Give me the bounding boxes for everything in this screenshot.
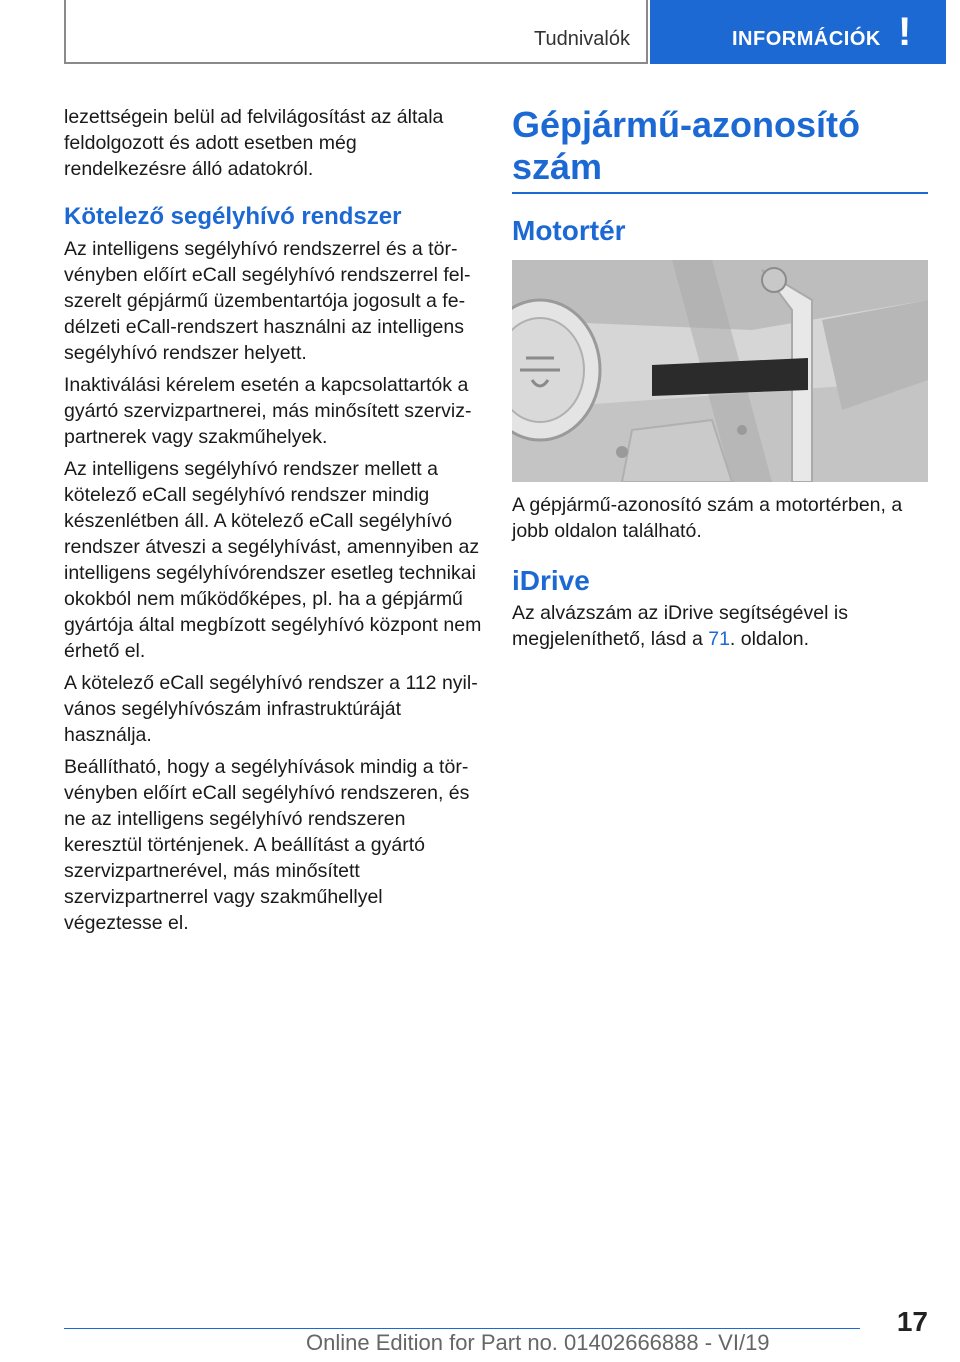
body-paragraph: Az intelligens segélyhívó rendszer mellett a kötelező eCall segélyhívó rendszer mindig készenlétben áll. A kötelező eCall segélyhívó rendszer átveszi a segélyhívást, amennyiben az intelligens segélyhívórendszer esetleg technikai okokból nem működőképes, pl. ha a gépjármű gyártója által megbízott segélyhívó központ nem érhető el. [64, 458, 482, 662]
body-paragraph: Az intelligens segélyhívó rendszerrel és a törvényben előírt eCall segélyhívó rendszerrel felszerelt gépjármű üzembentartója jogosult a fedélzeti eCall-rendszert használni az intelligens segélyhívó rendszer helyett. [64, 238, 471, 364]
header-section-title: Tudnivalók [534, 28, 630, 50]
footer-edition: Online Edition for Part no. 01402666888 - VI/19 [306, 1330, 770, 1355]
body-paragraph: Beállítható, hogy a segélyhívások mindig a törvényben előírt eCall segélyhívó rendszeren, és ne az intelligens segélyhívó rendszeren keresztül történjenek. A beállítást a gyártó szervizpartnerével, más minősített szervizpartnerrel vagy szakműhellyel végeztesse el. [64, 756, 470, 934]
section-heading-emergency: Kötelező segélyhívó rendszer [64, 203, 402, 230]
right-column [512, 104, 928, 658]
footer-divider [64, 1328, 860, 1329]
engine-bay-illustration [512, 260, 928, 482]
subheading-idrive: iDrive [512, 565, 590, 596]
exclamation-icon: ! [898, 10, 912, 54]
page-title: Gépjármű-azonosító szám [512, 104, 928, 194]
body-paragraph: Inaktiválási kérelem esetén a kapcsolattartók a gyártó szervizpartnerei, más minősített szervizpartnerek vagy szakműhelyek. [64, 374, 472, 448]
figure-caption: A gépjármű-azonosító szám a motortérben, a jobb oldalon található. [512, 494, 903, 542]
idrive-text-end: . oldalon. [729, 628, 810, 650]
idrive-text-start: Az alvázszám az iDrive segítségével is megjeleníthető, lásd a [512, 602, 848, 650]
page-number: 17 [896, 1306, 928, 1337]
page-link-71[interactable]: 71 [708, 628, 730, 650]
header-section-box [64, 0, 648, 64]
intro-paragraph: lezettségein belül ad felvilágosítást az általa feldolgozott és adott esetben még rendelkezésre álló adatokról. [64, 106, 444, 180]
header-chapter-title: INFORMÁCIÓK [732, 28, 881, 50]
subheading-engine-bay: Motortér [512, 215, 626, 246]
header-chapter-box [650, 0, 946, 64]
idrive-paragraph [512, 600, 928, 652]
body-paragraph: A kötelező eCall segélyhívó rendszer a 112 nyilvános segélyhívószám infrastruktúráját használja. [64, 672, 478, 746]
left-column [64, 104, 484, 942]
